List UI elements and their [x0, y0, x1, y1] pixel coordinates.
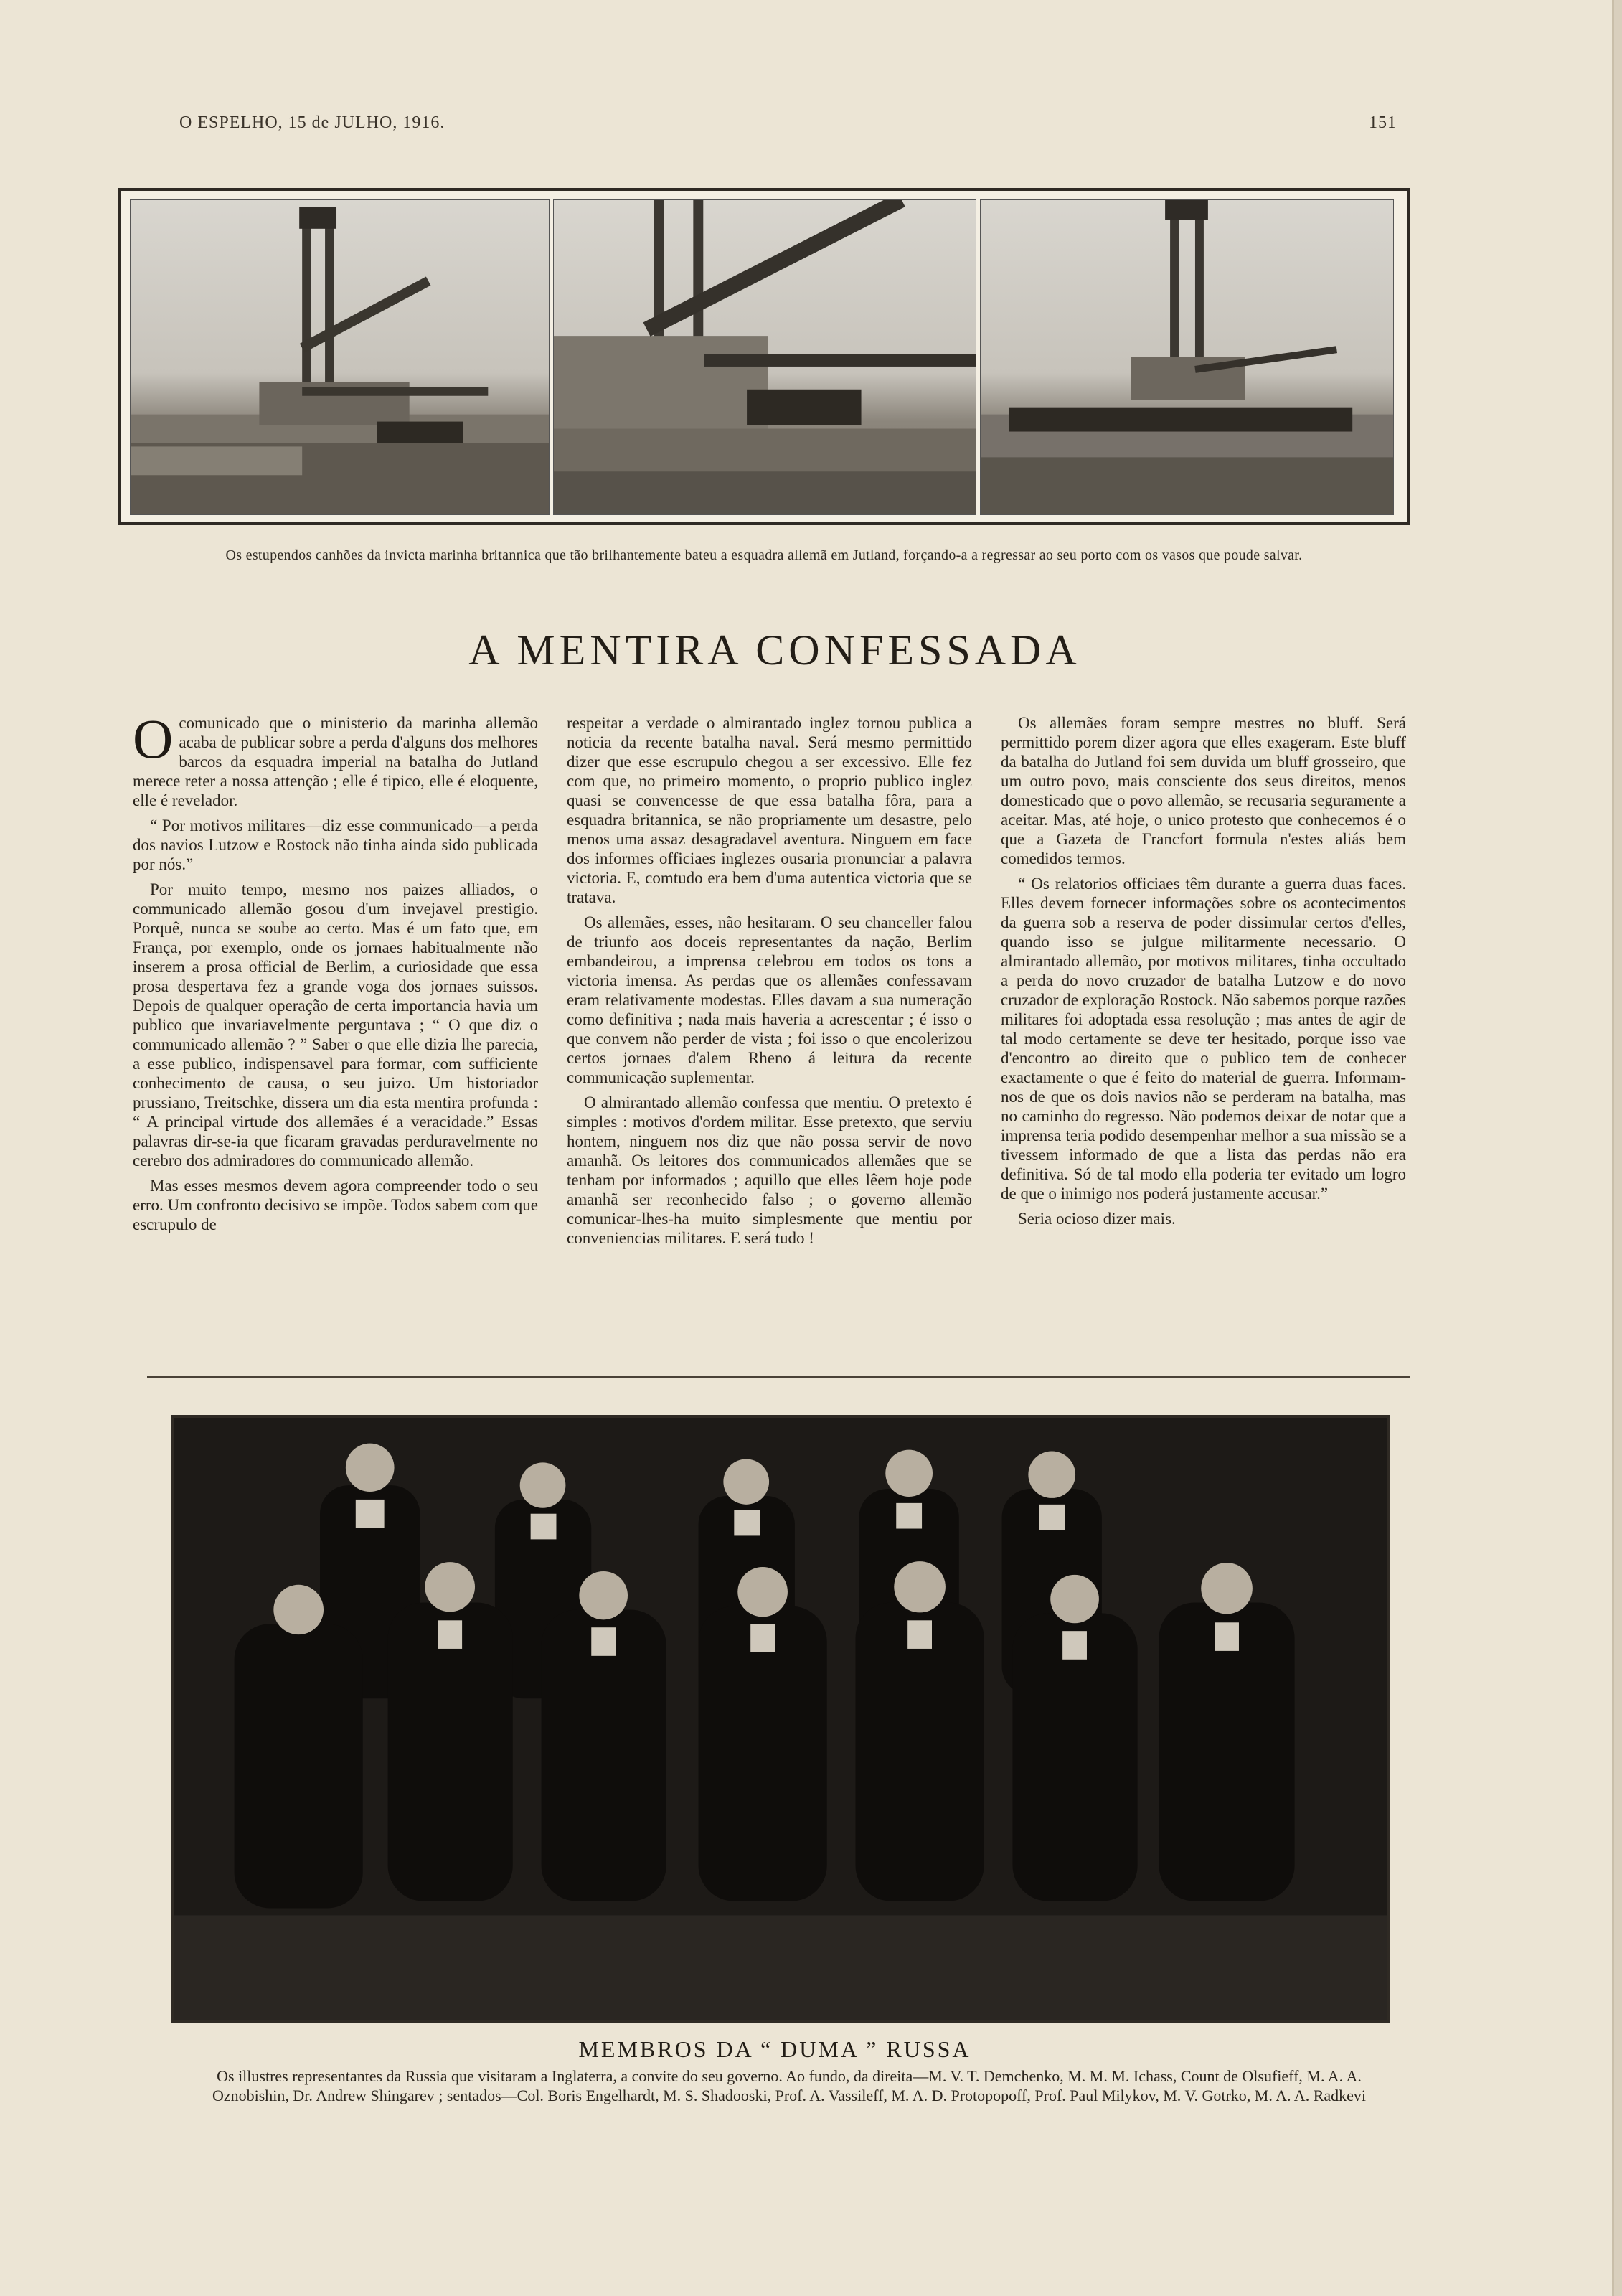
battleship-photo-2	[553, 199, 976, 515]
article-column-2	[567, 713, 972, 1366]
article-paragraph: “ Por motivos militares—diz esse communicado—a perda dos navios Lutzow e Rostock não tinha ainda sido publicada por nós.”	[133, 817, 538, 873]
drop-cap: O	[133, 713, 174, 770]
photo-strip-caption: Os estupendos canhões da invicta marinha britannica que tão brilhantemente bateu a esquadra allemã em Jutland, forçando-a a regressar ao seu porto com os vasos que poude salvar.	[225, 547, 1303, 563]
group-photo-caption: Os illustres representantes da Russia que visitaram a Inglaterra, a convite do seu governo. Ao fundo, da direita—M. V. T. Demchenko, M. M. M. Ichass, Count de Olsufieff, M. A. A. Oznobishin, Dr. Andrew Shingarev ; sentados—Col. Boris Engelhardt, M. S. Shadooski, Prof. A. Vassileff, M. A. D. Protopopoff, Prof. Paul Milykov, M. V. Gotrko, M. A. A. Radkevi	[212, 2067, 1367, 2104]
article-paragraph: Seria ocioso dizer mais.	[1018, 1210, 1176, 1228]
article-headline: A MENTIRA CONFESSADA	[468, 626, 1081, 674]
section-divider	[147, 1376, 1410, 1378]
article-paragraph: Ocomunicado que o ministerio da marinha allemão acaba de publicar sobre a perda d'alguns dos melhores barcos da esquadra imperial na batalha do Jutland merece reter a nossa attenção ; elle é tipico, elle é eloquente, elle é revelador.	[133, 713, 538, 809]
duma-group-photo	[171, 1415, 1390, 2023]
article-paragraph: Os allemães foram sempre mestres no bluff. Será permittido porem dizer agora que elles exageram. Este bluff da batalha do Jutland foi sem duvida um bluff grosseiro, que um outro povo, mais consciente dos seus direitos, menos domesticado que o povo allemão, se recusaria seguramente a aceitar. Mas, até hoje, o unico protesto que conhecemos é o que a Gazeta de Francfort formula n'estes aliás bem comedidos termos.	[1001, 714, 1406, 867]
article-paragraph: Mas esses mesmos devem agora compreender todo o seu erro. Um confronto decisivo se impõe. Todos sabem com que escrupulo de	[133, 1177, 538, 1233]
battleship-photo-strip	[118, 188, 1410, 525]
battleship-photo-1	[130, 199, 550, 515]
page-number: 151	[1369, 113, 1397, 132]
publication-date: O ESPELHO, 15 de JULHO, 1916.	[179, 113, 445, 132]
group-photo-title: MEMBROS DA “ DUMA ” RUSSA	[578, 2036, 971, 2062]
article-column-1	[133, 713, 538, 1366]
article-column-3	[1001, 713, 1406, 1366]
article-paragraph: O almirantado allemão confessa que mentiu. O pretexto é simples : motivos d'ordem militar. Esse pretexto, que serviu hontem, ninguem nos diz que não possa servir de novo amanhã. Os leitores dos communicados allemães que se tenham por informados ; aquillo que elles lêem hoje pode amanhã ser reconhecido falso ; o governo allemão comunicar-lhes-ha muito simplesmente que mentiu por conveniencias militares. E será tudo !	[567, 1093, 972, 1247]
running-head	[179, 113, 1397, 142]
battleship-photo-3	[980, 199, 1394, 515]
article-body	[133, 713, 1410, 1366]
article-paragraph: respeitar a verdade o almirantado inglez tornou publica a noticia da recente batalha naval. Será mesmo permittido dizer que esse escrupulo chegou a ser excessivo. Elle fez com que, no primeiro momento, o proprio publico inglez quasi se convencesse de que essa batalha fôra, para a esquadra britannica, se não propriamente um desastre, pelo menos uma assaz desagradavel aventura. Ninguem em face dos informes officiaes inglezes ousaria pronunciar a palavra victoria. E, comtudo era bem d'uma autentica victoria que se tratava.	[567, 714, 972, 906]
article-paragraph: Os allemães, esses, não hesitaram. O seu chanceller falou de triunfo aos doceis representantes da nação, Berlim embandeirou, a imprensa celebrou em todos os tons a victoria imensa. As perdas que os allemães confessavam eram relativamente modestas. Elles davam a sua numeração como definitiva ; nada mais haveria a acrescentar ; é isso o que convem não perder de vista ; foi isso o que encolerizou certos jornaes d'alem Rheno á leitura da recente communicação suplementar.	[567, 913, 972, 1086]
article-paragraph: Por muito tempo, mesmo nos paizes alliados, o communicado allemão gosou d'um invejavel prestigio. Porquê, nunca se soube ao certo. Mas é um fato que, em França, por exemplo, onde os jornaes habitualmente não inserem a prosa official de Berlim, a curiosidade que essa prosa despertava fez a grande voga dos jornaes suissos. Depois de qualquer operação de certa importancia havia um publico que invariavelmente perguntava ; “ O que diz o communicado allemão ? ” Saber o que elle dizia lhe parecia, a esse publico, indispensavel para formar, com sufficiente conhecimento de causa, o seu juizo. Um historiador prussiano, Treitschke, dissera um dia esta mentira profunda : “ A principal virtude dos allemães é a veracidade.” Essas palavras dir-se-ia que ficaram gravadas perduravelmente no cerebro dos admiradores do communicado allemão.	[133, 880, 538, 1170]
article-paragraph: “ Os relatorios officiaes têm durante a guerra duas faces. Elles devem fornecer informações sobre os acontecimentos da guerra sob a reserva de poder dissimular certos d'elles, quando isso se julgue militarmente necessario. O almirantado allemão, por motivos militares, tinha occultado a perda do novo cruzador de batalha Lutzow e do novo cruzador de exploração Rostock. Não sabemos porque razões militares foi adoptada essa resolução ; mas antes de agir de tal modo certamente se deve ter hesitado, porque isso vae d'encontro ao direito que o publico tem de conhecer exactamente o que é feito do material de guerra. Informam-nos de que os dois navios não se perderam na batalha, mas no caminho do regresso. Não podemos deixar de notar que a imprensa teria podido desempenhar melhor a sua missão se a tivessem informado de que a lista das perdas não era definitiva. Só de tal modo ella poderia ter evitado um logro de que o inimigo nos poderá justamente accusar.”	[1001, 875, 1406, 1203]
